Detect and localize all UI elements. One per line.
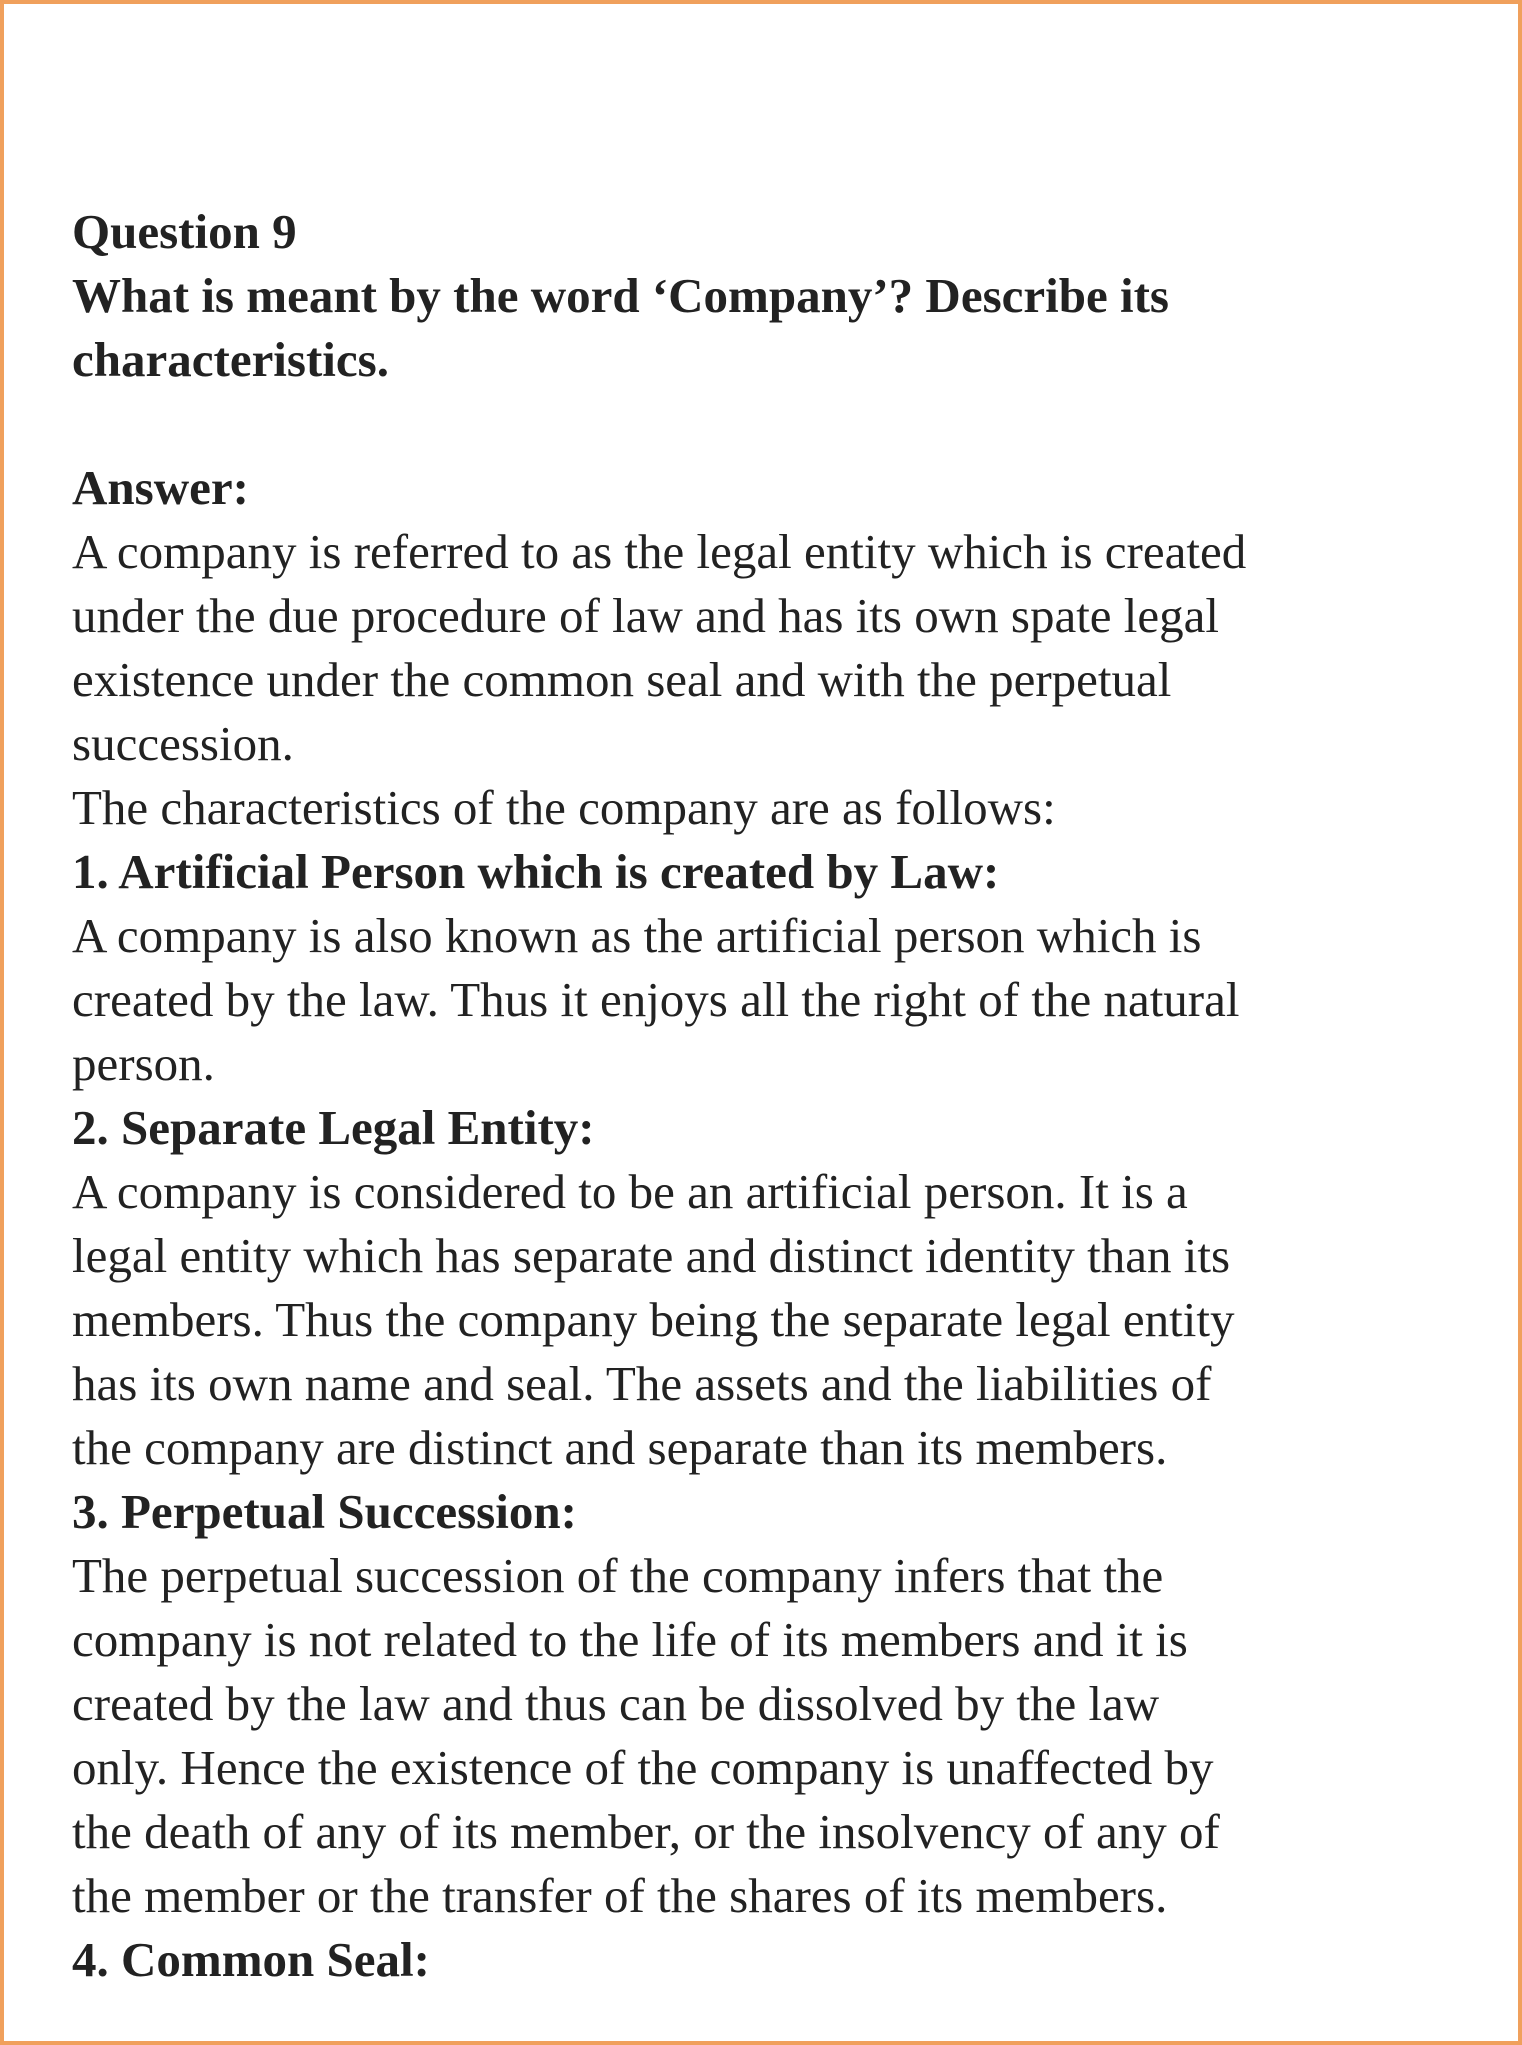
section-text-line: the death of any of its member, or the insolvency of any of <box>72 1804 1220 1859</box>
question-title: Question 9 <box>72 204 297 259</box>
section-text-line: only. Hence the existence of the company is unaffected by <box>72 1740 1214 1795</box>
section-text-line: person. <box>72 1036 215 1091</box>
section-heading: 2. Separate Legal Entity: <box>72 1100 595 1155</box>
blank-line <box>72 392 1492 456</box>
section-heading: 1. Artificial Person which is created by Law: <box>72 844 1000 899</box>
answer-text-line: succession. <box>72 716 294 771</box>
answer-text-line: existence under the common seal and with the perpetual <box>72 652 1172 707</box>
question-text-line: What is meant by the word ‘Company’? Describe its <box>72 268 1169 323</box>
section-heading: 4. Common Seal: <box>72 1932 430 1987</box>
question-text-line: characteristics. <box>72 332 389 387</box>
section-text-line: The perpetual succession of the company infers that the <box>72 1548 1164 1603</box>
section-text-line: A company is considered to be an artificial person. It is a <box>72 1164 1188 1219</box>
document-body <box>72 200 1492 1992</box>
section-text-line: company is not related to the life of its members and it is <box>72 1612 1188 1667</box>
answer-text-line: The characteristics of the company are as follows: <box>72 780 1056 835</box>
section-heading: 3. Perpetual Succession: <box>72 1484 577 1539</box>
section-text-line: created by the law. Thus it enjoys all the right of the natural <box>72 972 1240 1027</box>
answer-label: Answer: <box>72 460 249 515</box>
section-text-line: the company are distinct and separate than its members. <box>72 1420 1168 1475</box>
section-text-line: the member or the transfer of the shares of its members. <box>72 1868 1168 1923</box>
section-text-line: A company is also known as the artificial person which is <box>72 908 1202 963</box>
section-text-line: members. Thus the company being the separate legal entity <box>72 1292 1235 1347</box>
answer-text-line: under the due procedure of law and has its own spate legal <box>72 588 1220 643</box>
section-text-line: legal entity which has separate and distinct identity than its <box>72 1228 1231 1283</box>
section-text-line: has its own name and seal. The assets and the liabilities of <box>72 1356 1212 1411</box>
section-text-line: created by the law and thus can be dissolved by the law <box>72 1676 1160 1731</box>
answer-text-line: A company is referred to as the legal entity which is created <box>72 524 1247 579</box>
